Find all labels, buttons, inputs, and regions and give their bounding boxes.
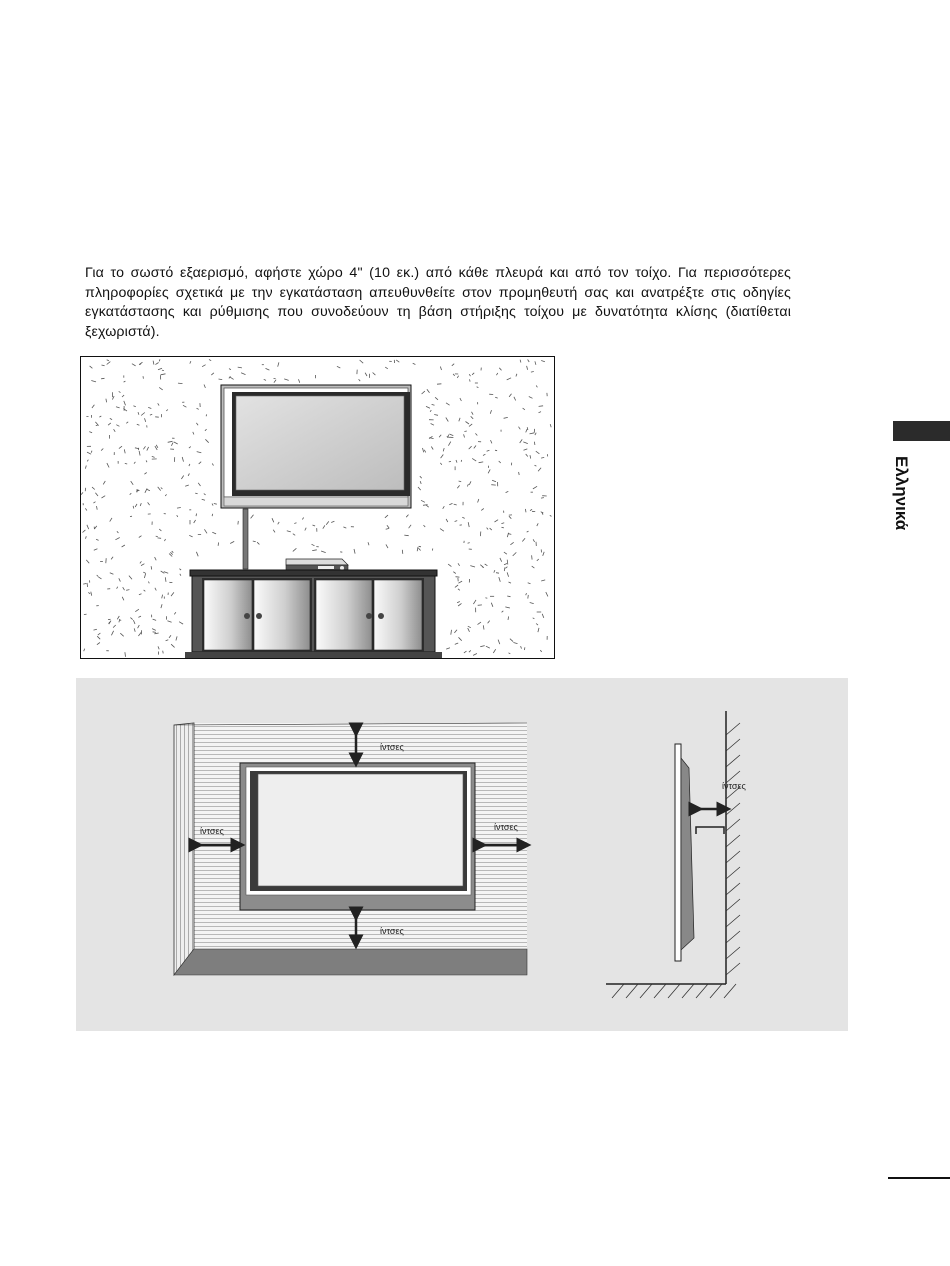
tv-set [221, 385, 411, 508]
page-number-rule [888, 1177, 950, 1179]
clearance-label-top: ίντσες [380, 742, 404, 752]
clearance-label-right: ίντσες [494, 822, 518, 832]
intro-paragraph: Για το σωστό εξαερισμό, αφήστε χώρο 4" (10 εκ.) από κάθε πλευρά και από τον τοίχο. Για περισσότερες πληροφορίες σχετικά με την εγκατάσταση απευθυνθείτε στον προμηθευτή σας και ανατρέξτε στις οδηγίες εγκατάστασης και ρύθμισης που συνοδεύουν τη βάση στήριξης τοίχου με δυνατότητα κλίσης (διατίθεται ξεχωριστά). [85, 265, 791, 340]
clearance-diagram-panel [76, 678, 848, 1031]
clearance-label-side: ίντσες [722, 781, 746, 791]
language-tab-label: Ελληνικά [892, 456, 911, 531]
clearance-label-bottom: ίντσες [380, 926, 404, 936]
language-tab-marker [893, 421, 950, 441]
front-view [174, 723, 527, 975]
wall-mounted-tv-illustration [80, 356, 556, 660]
vcr-device [286, 559, 348, 571]
tv-cabinet [185, 570, 442, 658]
clearance-label-left: ίντσες [200, 826, 224, 836]
